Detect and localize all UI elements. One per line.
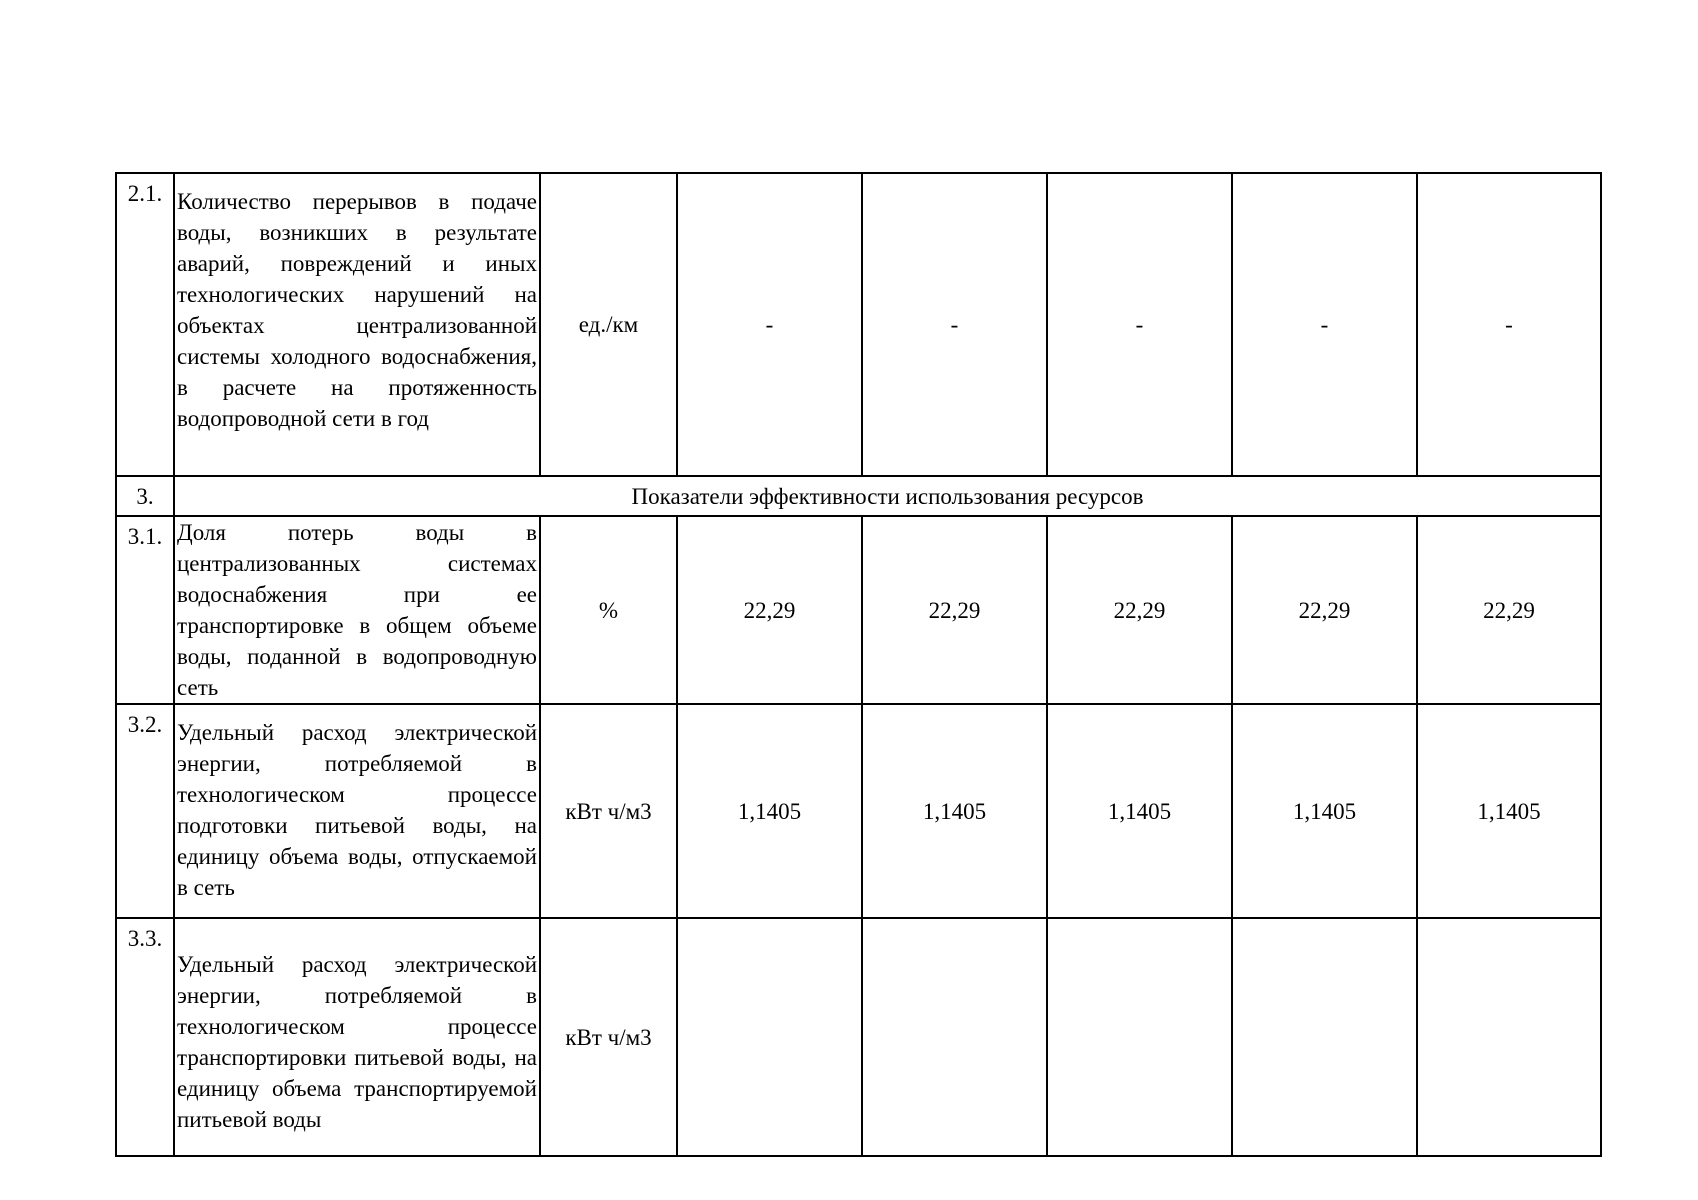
value-cell: 1,1405 bbox=[1417, 704, 1601, 918]
value-cell: - bbox=[862, 173, 1047, 476]
value-cell: - bbox=[1417, 173, 1601, 476]
row-number: 3.3. bbox=[116, 918, 174, 1156]
row-number: 2.1. bbox=[116, 173, 174, 476]
section-number: 3. bbox=[116, 476, 174, 516]
value-cell: - bbox=[677, 173, 862, 476]
table-row bbox=[116, 918, 1601, 1156]
indicators-table bbox=[115, 172, 1602, 1157]
unit-cell: кВт ч/м3 bbox=[540, 918, 677, 1156]
value-cell: 22,29 bbox=[1232, 516, 1417, 704]
row-number: 3.2. bbox=[116, 704, 174, 918]
indicator-description-text: Доля потерь воды в централизованных системах водоснабжения при ее транспортировке в общем объеме воды, поданной в водопроводную сеть bbox=[177, 520, 537, 700]
table-row bbox=[116, 704, 1601, 918]
unit-cell: кВт ч/м3 bbox=[540, 704, 677, 918]
value-cell: 22,29 bbox=[677, 516, 862, 704]
table-row bbox=[116, 516, 1601, 704]
value-cell: - bbox=[1047, 173, 1232, 476]
value-cell bbox=[677, 918, 862, 1156]
indicator-description bbox=[174, 173, 540, 476]
value-cell: 22,29 bbox=[862, 516, 1047, 704]
value-cell: 1,1405 bbox=[862, 704, 1047, 918]
table-row bbox=[116, 173, 1601, 476]
value-cell: 1,1405 bbox=[1047, 704, 1232, 918]
row-number: 3.1. bbox=[116, 516, 174, 704]
value-cell: - bbox=[1232, 173, 1417, 476]
value-cell: 1,1405 bbox=[677, 704, 862, 918]
value-cell: 1,1405 bbox=[1232, 704, 1417, 918]
indicator-description bbox=[174, 918, 540, 1156]
value-cell: 22,29 bbox=[1417, 516, 1601, 704]
section-title: Показатели эффективности использования ресурсов bbox=[174, 476, 1601, 516]
value-cell bbox=[1417, 918, 1601, 1156]
indicator-description-text: Удельный расход электрической энергии, потребляемой в технологическом процессе транспортировки питьевой воды, на единицу объема транспортируемой питьевой воды bbox=[177, 952, 537, 1132]
value-cell: 22,29 bbox=[1047, 516, 1232, 704]
value-cell bbox=[1047, 918, 1232, 1156]
unit-cell: % bbox=[540, 516, 677, 704]
value-cell bbox=[862, 918, 1047, 1156]
indicator-description-text: Удельный расход электрической энергии, потребляемой в технологическом процессе подготовки питьевой воды, на единицу объема воды, отпускаемой в сеть bbox=[177, 720, 537, 900]
section-header-row bbox=[116, 476, 1601, 516]
indicator-description bbox=[174, 704, 540, 918]
value-cell bbox=[1232, 918, 1417, 1156]
unit-cell: ед./км bbox=[540, 173, 677, 476]
indicator-description bbox=[174, 516, 540, 704]
indicator-description-text: Количество перерывов в подаче воды, возникших в результате аварий, повреждений и иных технологических нарушений на объектах централизованной системы холодного водоснабжения, в расчете на протяженность водопроводной сети в год bbox=[177, 189, 537, 431]
